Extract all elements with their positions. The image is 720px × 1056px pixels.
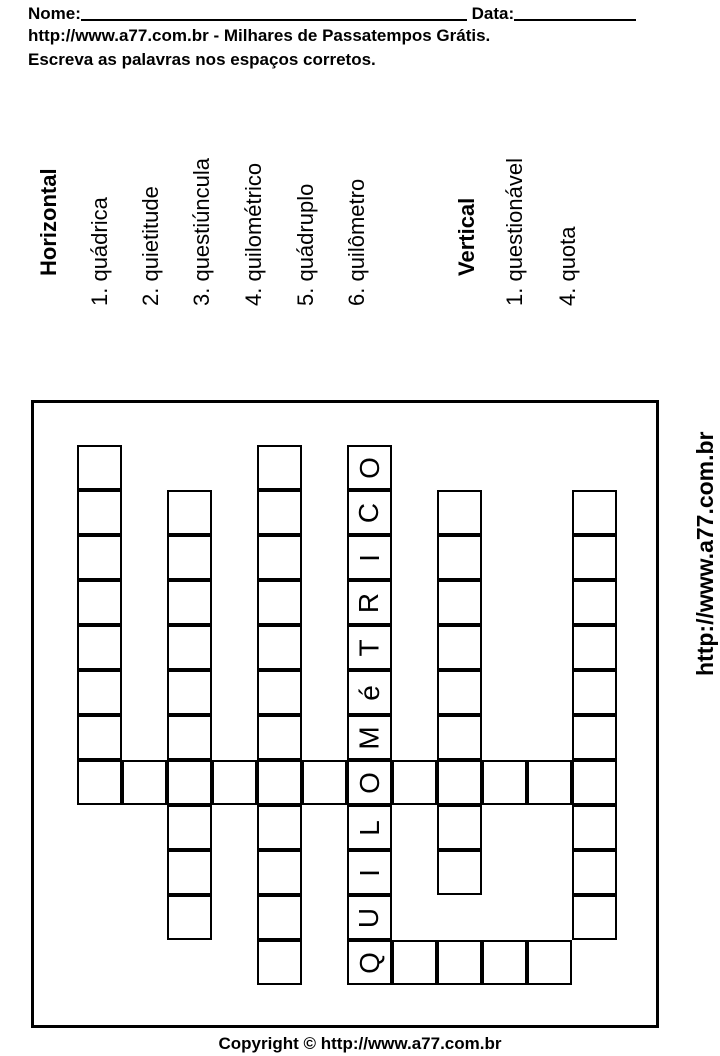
horizontal-clue-6: 6. quilômetro: [344, 178, 369, 306]
grid-letter: R: [353, 592, 385, 613]
grid-cell[interactable]: [167, 670, 212, 715]
grid-cell[interactable]: [437, 490, 482, 535]
date-label: Data:: [471, 4, 515, 23]
grid-cell[interactable]: [257, 760, 302, 805]
grid-cell[interactable]: [437, 580, 482, 625]
grid-cell[interactable]: [527, 760, 572, 805]
grid-letter: I: [353, 868, 385, 877]
grid-cell[interactable]: [437, 625, 482, 670]
vertical-clue-1: 1. questionável: [502, 158, 527, 306]
grid-cell[interactable]: [392, 940, 437, 985]
grid-cell[interactable]: [122, 760, 167, 805]
grid-cell[interactable]: [257, 445, 302, 490]
grid-cell[interactable]: [392, 760, 437, 805]
grid-letter: M: [353, 725, 385, 750]
grid-cell[interactable]: [257, 670, 302, 715]
grid-cell[interactable]: [77, 670, 122, 715]
grid-cell[interactable]: [572, 535, 617, 580]
grid-letter: O: [353, 456, 385, 479]
grid-cell[interactable]: [257, 625, 302, 670]
grid-cell[interactable]: [77, 535, 122, 580]
grid-cell[interactable]: [437, 715, 482, 760]
grid-cell[interactable]: [77, 760, 122, 805]
grid-letter: T: [353, 638, 385, 657]
grid-cell[interactable]: [167, 490, 212, 535]
side-url: http://www.a77.com.br: [692, 431, 718, 676]
grid-cell[interactable]: [257, 535, 302, 580]
grid-cell[interactable]: [527, 940, 572, 985]
horizontal-clue-3: 3. questiúncula: [189, 158, 214, 306]
grid-cell[interactable]: [437, 670, 482, 715]
horizontal-title: Horizontal: [36, 168, 61, 276]
vertical-clue-4: 4. quota: [555, 226, 580, 306]
grid-cell[interactable]: [572, 580, 617, 625]
grid-cell[interactable]: [572, 670, 617, 715]
grid-cell[interactable]: [257, 490, 302, 535]
grid-cell[interactable]: [167, 760, 212, 805]
grid-cell[interactable]: [437, 850, 482, 895]
grid-cell[interactable]: [437, 940, 482, 985]
grid-cell[interactable]: [77, 445, 122, 490]
grid-cell[interactable]: [167, 625, 212, 670]
grid-cell[interactable]: [167, 715, 212, 760]
grid-cell[interactable]: [77, 490, 122, 535]
grid-cell[interactable]: [302, 760, 347, 805]
grid-cell[interactable]: [167, 535, 212, 580]
grid-cell[interactable]: [212, 760, 257, 805]
grid-cell[interactable]: [257, 805, 302, 850]
grid-cell[interactable]: [572, 760, 617, 805]
name-date-line: [28, 3, 636, 24]
grid-cell[interactable]: [167, 895, 212, 940]
grid-cell[interactable]: [482, 940, 527, 985]
horizontal-clue-2: 2. quietitude: [138, 186, 163, 306]
grid-letter: Q: [353, 951, 385, 974]
vertical-title: Vertical: [454, 197, 479, 276]
grid-cell[interactable]: [572, 490, 617, 535]
instruction-line: Escreva as palavras nos espaços corretos.: [28, 50, 376, 69]
grid-cell[interactable]: [167, 580, 212, 625]
grid-cell[interactable]: [437, 760, 482, 805]
grid-cell[interactable]: [167, 850, 212, 895]
grid-cell[interactable]: [437, 535, 482, 580]
date-blank[interactable]: [514, 3, 636, 21]
grid-cell[interactable]: [77, 580, 122, 625]
grid-letter: O: [353, 771, 385, 794]
grid-letter: C: [353, 502, 385, 523]
grid-cell[interactable]: [257, 715, 302, 760]
name-blank[interactable]: [81, 3, 467, 21]
copyright: Copyright © http://www.a77.com.br: [218, 1034, 502, 1053]
grid-cell[interactable]: [257, 580, 302, 625]
grid-cell[interactable]: [257, 850, 302, 895]
grid-cell[interactable]: [257, 940, 302, 985]
name-label: Nome:: [28, 4, 81, 23]
grid-cell[interactable]: [257, 895, 302, 940]
grid-letter: I: [353, 553, 385, 562]
grid-letter: é: [353, 684, 385, 701]
grid-cell[interactable]: [572, 895, 617, 940]
grid-cell[interactable]: [167, 805, 212, 850]
grid-cell[interactable]: [77, 625, 122, 670]
site-line: http://www.a77.com.br - Milhares de Passatempos Grátis.: [28, 26, 491, 45]
puzzle-frame: [31, 400, 659, 1028]
grid-cell[interactable]: [437, 805, 482, 850]
horizontal-clue-1: 1. quádrica: [87, 197, 112, 306]
grid-letter: U: [353, 907, 385, 928]
horizontal-clue-4: 4. quilométrico: [241, 162, 266, 306]
horizontal-clue-5: 5. quádruplo: [293, 183, 318, 306]
grid-cell[interactable]: [77, 715, 122, 760]
grid-cell[interactable]: [572, 715, 617, 760]
grid-cell[interactable]: [572, 850, 617, 895]
grid-cell[interactable]: [572, 805, 617, 850]
grid-cell[interactable]: [572, 625, 617, 670]
grid-letter: L: [353, 819, 385, 836]
grid-cell[interactable]: [482, 760, 527, 805]
